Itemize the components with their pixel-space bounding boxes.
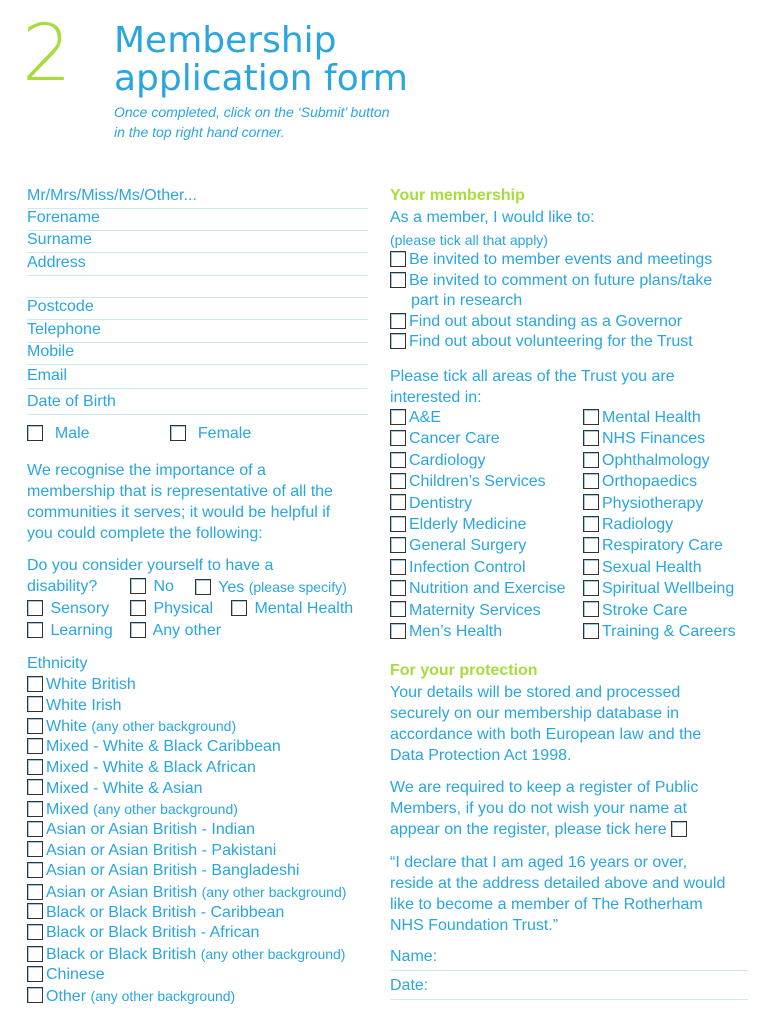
disability-no-checkbox[interactable]	[130, 578, 146, 594]
interest-option[interactable]	[583, 601, 687, 621]
protection-line4: Data Protection Act 1998.	[390, 747, 572, 764]
interest-label: Elderly Medicine	[409, 516, 527, 533]
ethnicity-checkbox[interactable]	[27, 696, 43, 712]
register-optout-checkbox[interactable]	[671, 821, 687, 837]
interest-option[interactable]	[583, 536, 723, 556]
female-option[interactable]	[170, 424, 251, 444]
interest-label: Infection Control	[409, 558, 526, 576]
interest-checkbox[interactable]	[583, 516, 599, 532]
ethnicity-checkbox[interactable]	[27, 884, 43, 900]
ethnicity-option[interactable]	[27, 779, 203, 799]
interest-label: Sexual Health	[602, 558, 702, 576]
events-checkbox[interactable]	[390, 251, 406, 267]
postcode-field[interactable]	[27, 297, 368, 320]
ethnicity-option[interactable]	[27, 965, 105, 985]
ethnicity-label: Black or Black British - African	[46, 924, 260, 942]
interest-checkbox[interactable]	[390, 601, 406, 617]
membership-option-governor[interactable]	[390, 312, 682, 332]
ethnicity-label: White	[46, 718, 87, 736]
form-subtitle	[114, 102, 389, 142]
name-label: Name:	[390, 948, 438, 965]
ethnicity-option[interactable]	[27, 923, 259, 943]
ethnicity-checkbox[interactable]	[27, 718, 43, 734]
ethnicity-label: Black or Black British - Caribbean	[46, 903, 285, 921]
ethnicity-option[interactable]	[27, 716, 236, 737]
ethnicity-checkbox[interactable]	[27, 801, 43, 817]
ethnicity-option[interactable]	[27, 944, 345, 965]
form-title-line1: Membership	[114, 20, 337, 61]
rep-line1: We recognise the importance of a	[27, 462, 266, 479]
email-label: Email	[27, 367, 68, 384]
disability-yes-option[interactable]	[195, 577, 347, 598]
ethnicity-label: Black or Black British	[46, 946, 197, 964]
interest-label: Children’s Services	[409, 473, 546, 491]
interest-checkbox[interactable]	[583, 473, 599, 489]
any-other-checkbox[interactable]	[130, 622, 146, 638]
interest-label: Men’s Health	[409, 623, 503, 640]
disability-yes-checkbox[interactable]	[195, 579, 211, 595]
interest-option[interactable]	[390, 451, 485, 471]
step-number: 2	[22, 9, 72, 99]
membership-option-events[interactable]	[390, 250, 712, 270]
sensory-option[interactable]	[27, 599, 109, 619]
subtitle-line1: Once completed, click on the ‘Submit’ button	[114, 104, 390, 120]
disability-question-line2: disability?	[27, 578, 98, 595]
disability-yes-label: Yes	[218, 579, 245, 596]
title-label: Mr/Mrs/Miss/Ms/Other...	[27, 187, 197, 204]
protection-line2: securely on our membership database in	[390, 705, 680, 722]
governor-checkbox[interactable]	[390, 313, 406, 329]
interest-checkbox[interactable]	[583, 601, 599, 617]
physical-label: Physical	[153, 600, 214, 617]
ethnicity-option[interactable]	[27, 986, 235, 1007]
ethnicity-note: (any other background)	[93, 801, 238, 818]
declaration-paragraph	[390, 852, 725, 936]
ethnicity-label: Chinese	[46, 965, 105, 983]
interest-label: Radiology	[602, 516, 674, 533]
forename-label: Forename	[27, 209, 100, 226]
interest-checkbox[interactable]	[390, 494, 406, 510]
ethnicity-option[interactable]	[27, 758, 256, 778]
interest-label: Maternity Services	[409, 601, 541, 619]
mental-health-option[interactable]	[231, 599, 353, 619]
rep-line2: membership that is representative of all the	[27, 483, 333, 500]
ethnicity-label: Mixed - White & Black Caribbean	[46, 738, 281, 756]
rep-line4: you could complete the following:	[27, 525, 263, 542]
title-field[interactable]	[27, 186, 368, 209]
interest-option[interactable]	[583, 429, 705, 449]
protection-heading: For your protection	[390, 662, 538, 679]
register-line1: We are required to keep a register of Public	[390, 779, 699, 796]
ethnicity-note: (any other background)	[200, 946, 346, 963]
events-label: Be invited to member events and meetings	[409, 251, 713, 268]
governor-label: Find out about standing as a Governor	[409, 313, 683, 330]
protection-line1: Your details will be stored and processed	[390, 684, 681, 701]
interest-option[interactable]	[583, 408, 701, 428]
ethnicity-option[interactable]	[27, 799, 238, 820]
ethnicity-note: (any other background)	[201, 884, 347, 900]
interest-option[interactable]	[583, 494, 703, 514]
interest-option[interactable]	[390, 429, 500, 449]
interest-checkbox[interactable]	[390, 452, 406, 468]
interests-intro-line1: Please tick all areas of the Trust you are	[390, 368, 675, 385]
interest-label: Spiritual Wellbeing	[602, 580, 735, 598]
ethnicity-label: Asian or Asian British - Pakistani	[46, 841, 277, 859]
declaration-line2: reside at the address detailed above and would	[390, 875, 726, 892]
interests-intro	[390, 366, 675, 408]
learning-option[interactable]	[27, 621, 113, 641]
interest-option[interactable]	[390, 579, 566, 599]
membership-heading: Your membership	[390, 187, 525, 204]
membership-option-comment[interactable]	[390, 271, 712, 291]
surname-label: Surname	[27, 231, 92, 248]
ethnicity-note: (any other background)	[91, 718, 237, 735]
interest-checkbox[interactable]	[583, 623, 599, 639]
form-title	[114, 22, 408, 98]
ethnicity-option[interactable]	[27, 696, 122, 716]
dob-label: Date of Birth	[27, 393, 116, 410]
interest-checkbox[interactable]	[390, 537, 406, 553]
interest-checkbox[interactable]	[583, 537, 599, 553]
ethnicity-label: White British	[46, 676, 136, 693]
ethnicity-heading: Ethnicity	[27, 655, 88, 672]
rep-line3: communities it serves; it would be helpful if	[27, 504, 331, 521]
representative-paragraph	[27, 460, 333, 544]
male-checkbox[interactable]	[27, 425, 43, 441]
ethnicity-checkbox[interactable]	[27, 946, 43, 962]
ethnicity-label: Asian or Asian British - Bangladeshi	[46, 862, 300, 880]
interest-checkbox[interactable]	[390, 409, 406, 425]
interest-checkbox[interactable]	[390, 473, 406, 489]
interest-label: Ophthalmology	[602, 451, 710, 469]
ethnicity-checkbox[interactable]	[27, 862, 43, 878]
subtitle-line2: in the top right hand corner.	[114, 124, 285, 140]
female-checkbox[interactable]	[170, 425, 186, 441]
ethnicity-label: Other	[46, 987, 87, 1005]
ethnicity-option[interactable]	[27, 675, 136, 695]
membership-note: (please tick all that apply)	[390, 232, 548, 248]
ethnicity-option[interactable]	[27, 903, 284, 923]
interest-checkbox[interactable]	[583, 409, 599, 425]
disability-no-option[interactable]	[130, 577, 174, 597]
interest-option[interactable]	[583, 451, 710, 471]
male-option[interactable]	[27, 424, 90, 444]
learning-checkbox[interactable]	[27, 622, 43, 638]
ethnicity-label: Asian or Asian British - Indian	[46, 820, 255, 838]
interest-option[interactable]	[390, 494, 472, 514]
ethnicity-checkbox[interactable]	[27, 924, 43, 940]
date-field[interactable]	[390, 975, 748, 1000]
ethnicity-checkbox[interactable]	[27, 966, 43, 982]
ethnicity-option[interactable]	[27, 820, 255, 840]
female-label: Female	[197, 425, 252, 442]
learning-label: Learning	[50, 622, 113, 639]
sensory-label: Sensory	[50, 600, 110, 617]
ethnicity-checkbox[interactable]	[27, 676, 43, 692]
interest-option[interactable]	[583, 622, 736, 642]
ethnicity-option[interactable]	[27, 882, 346, 903]
ethnicity-checkbox[interactable]	[27, 821, 43, 837]
interest-checkbox[interactable]	[583, 452, 599, 468]
interest-checkbox[interactable]	[390, 430, 406, 446]
address-field-1[interactable]	[27, 253, 368, 276]
comment-checkbox[interactable]	[390, 272, 406, 288]
interest-label: Cardiology	[409, 451, 486, 469]
volunteer-label: Find out about volunteering for the Trust	[409, 333, 693, 350]
mobile-label: Mobile	[27, 343, 75, 360]
interest-label: General Surgery	[409, 537, 527, 555]
interest-option[interactable]	[583, 558, 702, 578]
ethnicity-label: Mixed	[46, 801, 89, 819]
interest-option[interactable]	[390, 601, 541, 621]
ethnicity-checkbox[interactable]	[27, 738, 43, 754]
volunteer-checkbox[interactable]	[390, 333, 406, 349]
address-label: Address	[27, 254, 86, 271]
address-field-2[interactable]	[27, 275, 368, 298]
interest-option[interactable]	[390, 558, 526, 578]
interest-option[interactable]	[583, 472, 697, 492]
membership-intro: As a member, I would like to:	[390, 209, 595, 226]
interest-checkbox[interactable]	[390, 580, 406, 596]
ethnicity-checkbox[interactable]	[27, 779, 43, 795]
ethnicity-label: Mixed - White & Black African	[46, 758, 256, 776]
interest-option[interactable]	[390, 515, 526, 535]
interest-label: Respiratory Care	[602, 537, 723, 555]
ethnicity-note: (any other background)	[90, 987, 236, 1004]
dob-field[interactable]	[27, 392, 368, 415]
declaration-line3: like to become a member of The Rotherham	[390, 896, 703, 913]
membership-option-volunteer[interactable]	[390, 332, 693, 352]
male-label: Male	[54, 425, 90, 442]
ethnicity-checkbox[interactable]	[27, 759, 43, 775]
register-line3-text: appear on the register, please tick here	[390, 821, 667, 838]
surname-field[interactable]	[27, 230, 368, 253]
mobile-field[interactable]	[27, 342, 368, 365]
disability-yes-note: (please specify)	[248, 579, 347, 595]
mental-health-label: Mental Health	[254, 600, 354, 617]
ethnicity-checkbox[interactable]	[27, 841, 43, 857]
interest-label: Dentistry	[409, 494, 473, 512]
ethnicity-option[interactable]	[27, 841, 276, 861]
disability-question	[27, 555, 273, 576]
register-paragraph	[390, 777, 698, 840]
ethnicity-checkbox[interactable]	[27, 903, 43, 919]
interest-label: A&E	[409, 409, 442, 426]
telephone-label: Telephone	[27, 321, 101, 338]
interest-label: NHS Finances	[602, 430, 706, 448]
interest-checkbox[interactable]	[583, 494, 599, 510]
interest-label: Cancer Care	[409, 430, 500, 448]
protection-line3: accordance with both European law and the	[390, 726, 702, 743]
interest-label: Training & Careers	[602, 623, 736, 640]
forename-field[interactable]	[27, 208, 368, 231]
register-line3	[390, 819, 698, 840]
interest-option[interactable]	[390, 622, 502, 642]
interest-checkbox[interactable]	[583, 559, 599, 575]
ethnicity-option[interactable]	[27, 861, 299, 881]
ethnicity-label: White Irish	[46, 696, 122, 714]
interest-option[interactable]	[583, 579, 734, 599]
disability-no-label: No	[153, 578, 174, 595]
physical-option[interactable]	[130, 599, 213, 619]
postcode-label: Postcode	[27, 298, 94, 315]
interest-option[interactable]	[390, 536, 526, 556]
ethnicity-checkbox[interactable]	[27, 987, 43, 1003]
interest-option[interactable]	[583, 515, 673, 535]
any-other-label: Any other	[152, 622, 222, 639]
interest-option[interactable]	[390, 472, 546, 492]
interest-label: Nutrition and Exercise	[409, 580, 566, 598]
telephone-field[interactable]	[27, 320, 368, 343]
interests-intro-line2: interested in:	[390, 389, 482, 406]
register-line2: Members, if you do not wish your name at	[390, 800, 688, 817]
disability-line1: Do you consider yourself to have a	[27, 557, 274, 574]
declaration-line1: “I declare that I am aged 16 years or over,	[390, 854, 688, 871]
interest-label: Physiotherapy	[602, 494, 704, 512]
interest-checkbox[interactable]	[390, 559, 406, 575]
any-other-option[interactable]	[130, 621, 221, 641]
interest-checkbox[interactable]	[583, 580, 599, 596]
interest-checkbox[interactable]	[583, 430, 599, 446]
ethnicity-label: Mixed - White & Asian	[46, 779, 203, 797]
date-label: Date:	[390, 977, 429, 994]
interest-label: Mental Health	[602, 409, 701, 426]
interest-checkbox[interactable]	[390, 623, 406, 639]
interest-label: Stroke Care	[602, 601, 688, 619]
interest-label: Orthopaedics	[602, 473, 698, 491]
physical-checkbox[interactable]	[130, 600, 146, 616]
form-title-line2: application form	[114, 58, 408, 99]
mental-health-checkbox[interactable]	[231, 600, 247, 616]
declaration-line4: NHS Foundation Trust.”	[390, 917, 559, 934]
ethnicity-label: Asian or Asian British	[46, 884, 198, 901]
email-field[interactable]	[27, 366, 368, 389]
protection-paragraph	[390, 682, 701, 766]
interest-option[interactable]	[390, 408, 441, 428]
comment-label-line1: Be invited to comment on future plans/take	[409, 272, 713, 289]
comment-label-line2: part in research	[411, 292, 523, 309]
name-field[interactable]	[390, 946, 748, 971]
interest-checkbox[interactable]	[390, 516, 406, 532]
sensory-checkbox[interactable]	[27, 600, 43, 616]
ethnicity-option[interactable]	[27, 737, 281, 757]
